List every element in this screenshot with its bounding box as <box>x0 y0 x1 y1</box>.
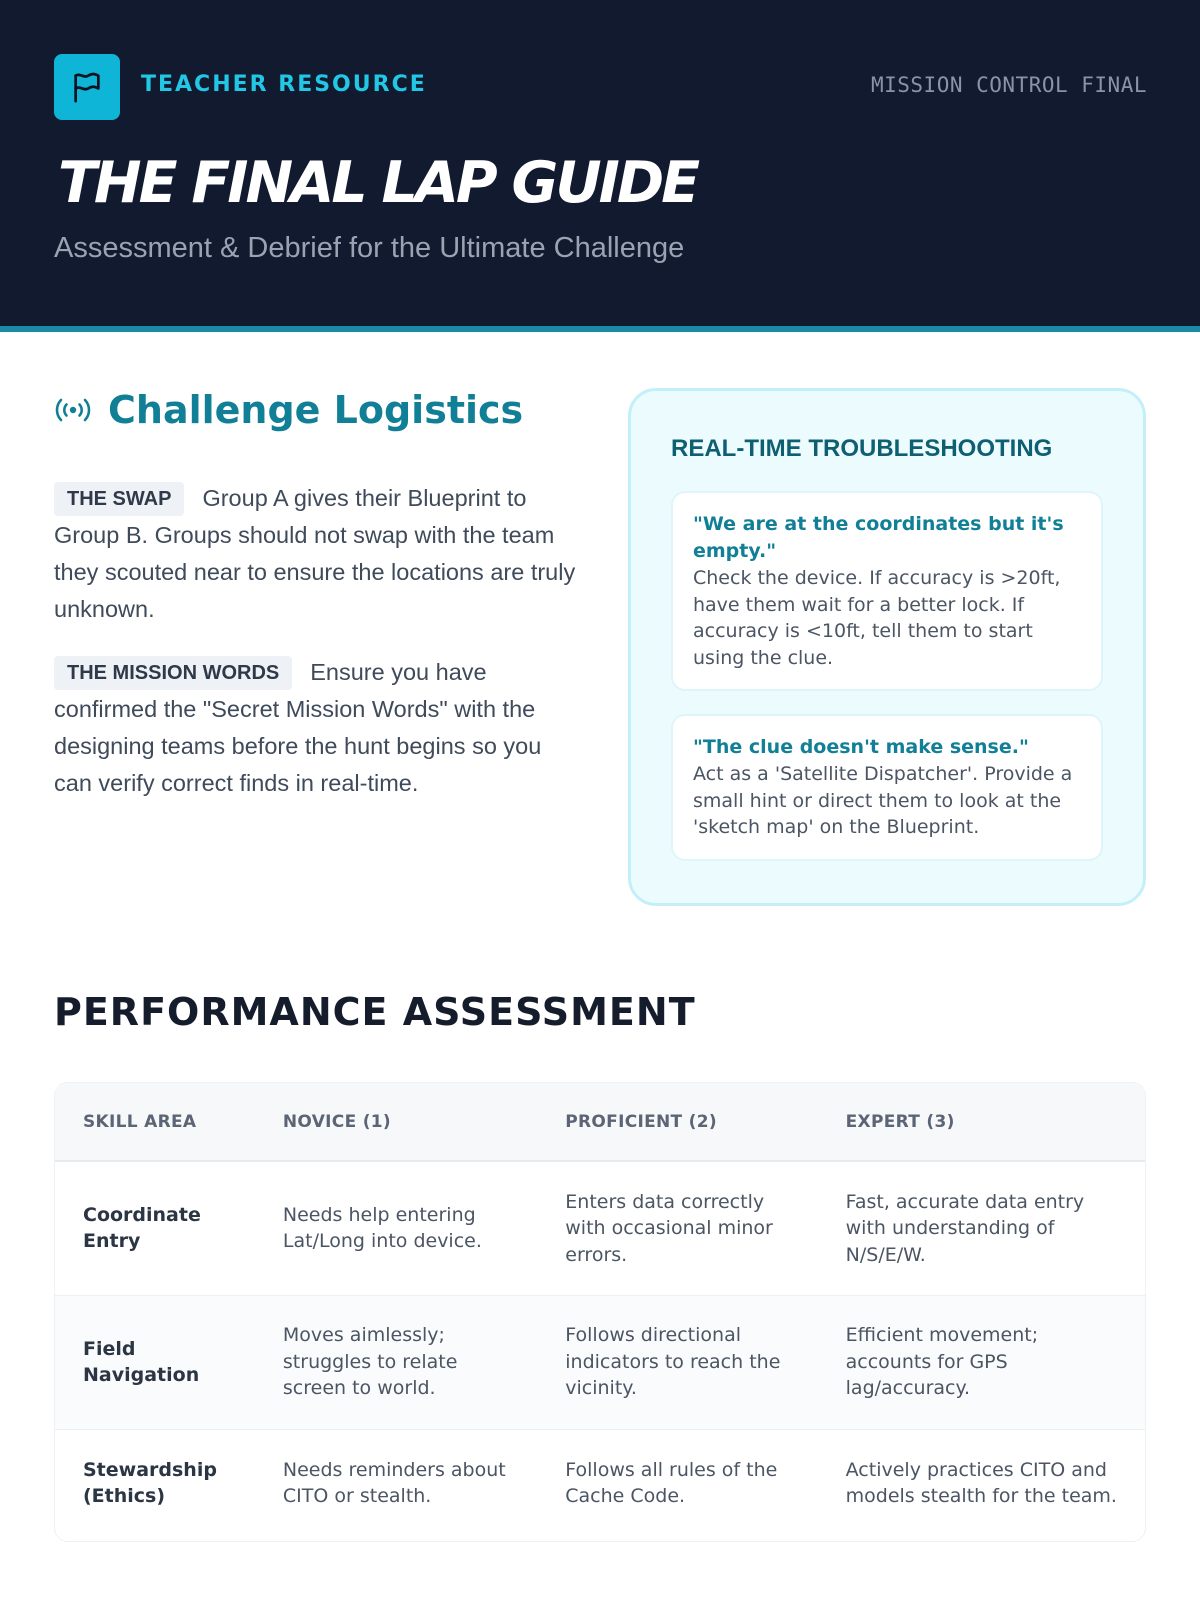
proficient-cell: Follows all rules of the Cache Code. <box>565 1458 778 1508</box>
skill-cell: Stewardship (Ethics) <box>83 1458 217 1508</box>
column-header: EXPERT (3) <box>818 1083 1145 1161</box>
card-answer: Act as a 'Satellite Dispatcher'. Provide a small hint or direct them to look at the 'sketch map' on the Blueprint. <box>693 763 1073 838</box>
page-title: THE FINAL LAP GUIDE <box>58 150 698 216</box>
logistics-tag: THE MISSION WORDS <box>54 656 292 690</box>
skill-cell: Field Navigation <box>55 1295 255 1429</box>
troubleshooting-card <box>671 491 1103 691</box>
troubleshooting-card <box>671 714 1103 861</box>
expert-cell: Actively practices CITO and models stealth for the team. <box>845 1458 1117 1508</box>
table-row <box>55 1295 1145 1429</box>
column-header: NOVICE (1) <box>255 1083 537 1161</box>
rubric-table <box>54 1082 1146 1542</box>
troubleshooting-title: REAL-TIME TROUBLESHOOTING <box>671 435 1053 462</box>
page-subtitle: Assessment & Debrief for the Ultimate Challenge <box>54 232 685 264</box>
table-header-row <box>55 1083 1145 1161</box>
logistics-text: Group A gives their Blueprint to Group B. Groups should not swap with the team they scouted near to ensure the locations are truly unknown. <box>54 485 576 622</box>
document-code: MISSION CONTROL FINAL <box>870 73 1147 97</box>
card-question: "The clue doesn't make sense." <box>693 736 1029 758</box>
novice-cell: Needs help entering Lat/Long into device. <box>255 1161 537 1295</box>
logistics-item <box>54 480 582 628</box>
skill-cell: Coordinate Entry <box>55 1161 255 1295</box>
logistics-title: Challenge Logistics <box>108 388 524 432</box>
troubleshooting-panel <box>628 388 1146 906</box>
table-row <box>55 1161 1145 1295</box>
logistics-heading <box>54 388 523 432</box>
card-answer: Check the device. If accuracy is >20ft, have them wait for a better lock. If accuracy is <10ft, tell them to start using the clue. <box>693 567 1061 669</box>
novice-cell: Moves aimlessly; struggles to relate screen to world. <box>255 1295 537 1429</box>
column-header: PROFICIENT (2) <box>537 1083 817 1161</box>
proficient-cell: Follows directional indicators to reach the vicinity. <box>537 1295 817 1429</box>
novice-cell: Needs reminders about CITO or stealth. <box>282 1458 506 1508</box>
logistics-text: Ensure you have confirmed the "Secret Mission Words" with the designing teams before the hunt begins so you can verify correct finds in real-time. <box>54 659 542 796</box>
page-header <box>0 0 1200 332</box>
logistics-tag: THE SWAP <box>54 482 184 516</box>
expert-cell: Fast, accurate data entry with understanding of N/S/E/W. <box>818 1161 1145 1295</box>
eyebrow-label: TEACHER RESOURCE <box>141 72 427 97</box>
proficient-cell: Enters data correctly with occasional minor errors. <box>537 1161 817 1295</box>
flag-icon <box>70 70 104 104</box>
table-row <box>55 1429 1145 1537</box>
logistics-body <box>54 480 582 828</box>
broadcast-icon <box>54 396 92 424</box>
assessment-title: PERFORMANCE ASSESSMENT <box>54 990 696 1034</box>
card-question: "We are at the coordinates but it's empty." <box>693 513 1064 562</box>
expert-cell: Efficient movement; accounts for GPS lag/accuracy. <box>818 1295 1145 1429</box>
flag-badge <box>54 54 120 120</box>
column-header: SKILL AREA <box>55 1083 255 1161</box>
logistics-item <box>54 654 582 802</box>
